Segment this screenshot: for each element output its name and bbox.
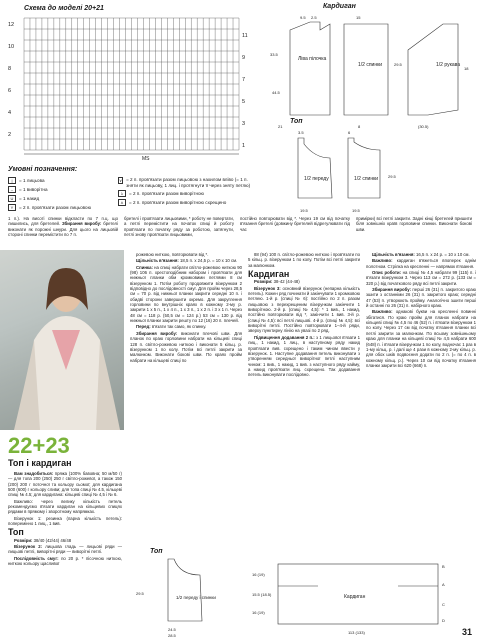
chart-row-label-left: 4 (8, 110, 12, 116)
upper-text-col-3: постійно повторювати від *. Через 19 см від початку в'язання бретелі (довжину бретелей відрегулювати під час (240, 216, 350, 232)
svg-text:Кардиган: Кардиган (344, 594, 366, 600)
legend-right (118, 177, 253, 208)
ssk-symbol: ⋎ (119, 178, 122, 183)
ms-label: MS (142, 156, 150, 162)
chart-row-label-right: 5 (242, 99, 246, 105)
svg-text:6: 6 (348, 130, 351, 135)
chart-row-label-right: 1 (242, 143, 246, 149)
text-column-1: Вам знадобиться: пряжа (100% бавовна; 50 м/50 г) — для топа 200 (250) 250 г світло-рожевої, а також 150 (200) 200 г поточної та кольору сьомої; для кардигана 500 (600) г кольору сливи; для топа спиці № 4.5, кільцеві спиці № 4.5; для кардигана: кільцеві спиці № 4,5 і № 6. Важливо: через велику кількість петель рекомендуємо в'язати кардиган на кільцевих спицях рядами в прямому і зворотному напрямках. Візерунок 1: резинка (парна кількість петель): поперемінно 1 лиц., 1 вив. Топ Розміри: 38/40 (42/44) 46/48 Візерунок 2: лицьова гладь — лицьові ряди — лицьові петлі, виворітні ряди — виворітні петлі. Послідовність смуг: по 20 р. * пісочною ниткою, ниткою кольору щасливої (8, 471, 122, 567)
chart-row-label-left: 12 (8, 22, 15, 28)
svg-text:44.5: 44.5 (272, 90, 280, 95)
svg-text:28.5: 28.5 (168, 633, 176, 638)
chart-row-label-right: 3 (242, 121, 246, 127)
upper-text-col-2: бретелі і пров'язати лицьовими, * роботу не повертати, а петлі перемістити на початок спиці й роботу пров'язати по початку ряду за роботою, затягнути, петлі знову пров'язати лицьовими, (124, 216, 234, 238)
svg-text:21: 21 (278, 124, 283, 129)
top-pattern-schema (270, 128, 420, 216)
purl-symbol: – (8, 186, 16, 193)
upper-text-col-4: примірки) всі петлі закрити. Задні кінці бретелей пришити біля зовнішніх країв горловини спинки. Виконати бокові шви. (356, 216, 472, 232)
k2tog-symbol: Y (8, 204, 16, 211)
svg-text:29.5: 29.5 (394, 62, 402, 67)
svg-text:D: D (442, 618, 445, 623)
back-half-label: 1/2 спинки (354, 176, 379, 182)
chart-row-label-right: 11 (242, 33, 248, 39)
legend-item-yo: U = 1 накид (8, 195, 118, 202)
upper-text-col-1: 1 п.). На висоті спинки відкласти по 7 п.ц. що лишились, для бретелей. Збирання виробу: бретелі виконати як порожні шнури. Для цього на лицьовій стороні спинки перемістити по 7 п. (8, 216, 118, 238)
legend-item-p2tog: λ = 2 п. пров'язати разом виворітною (118, 190, 253, 197)
model-subtitle: Топ і кардиган (8, 458, 72, 468)
bottom-top-title: Топ (150, 548, 163, 555)
knit-symbol: | (8, 177, 16, 184)
text-column-4: Щільність в'язання: 16,5 п. х 24 р. = 10 х 10 см. Важливо: кардиган в'яжеться впоперек однім полотном. Стрілка на кресленні — напрямок в'язання. Опис роботи: на спиці № 4,5 набрати 99 (115) п. і в'язати візерунком 3. Через 113 см = 272 р. (133 см = 320 р.) від початкового ряду всі петлі закрити. Збирання виробу: перші 26 (31) п. закритого краю зшити з останніми 26 (31) п. закритого краю; середні 47 (53) п. утворюють пройму. Аналогічно зшити перші й останні по 26 (31) п. набірного краю. Важливо: однакові букви на кресленні повинні збігатися. По краю пройм для планок набрати на кільцеві спиці № 4,5 по 46 (52) п. і в'язати візерунком 1 по колу. Через 17 см від початку в'язання планки всі петлі закрити за малюнком. По всьому зовнішньому краю для планки на кільцеві спиці № 4,5 набрати 600 (648) п. і в'язати візерунком 1 по колу, водночас 1 раз в 1-му кільц. р. і далі ще 4 рази в кожному 2-му кільц. р. для обох шків подвоєння додати по 2 п. (= по 4 п. в кожному кільц. р.). Через 10 см від початку в'язання планки закрити всі 620 (668) п. (366, 252, 476, 368)
front-half-label: 1/2 переду (304, 176, 329, 182)
sleeve-label: 1/2 рукава (436, 62, 461, 68)
kardigan-pattern-schema (258, 10, 480, 132)
text-column-2: рожевою ниткою, повторювати від *. Щільність в'язання: 18,5 п. х 24,5 р. = 10 х 10 см. Спинка: на спиці набрати світло-рожевою ниткою 90 (98) 106 п. хрестоподібним набором і пров'язати для нижньої планки обм кромковими петлями 8 см візерунком 1. Потім роботу продовжити візерунком 2 відповідно до послідовності смуг. Для пройм через 28,5 см = 70 р. від нижньої планки закрити середні 10 п. і обидві сторони завершити окремо. Для закруглення горловини по внутрішніх краях в кожному 2-му р. закрити 1 х 5 п., 1 х 4 п., 1 х 3 п., 1 х 2 п. і 3 х 1 п. Через 48 см = 118 р. (50,5 см = 124 р.) 53 см = 130 р. від нижньої планки закрити решту по 12 (16) 20 п. плечей. Перед: в'язати так само, як спинку. Збирання виробу: виконати плечові шви. Для планок по краю горловини набрати на кільцеві спиці 128 п. світло-рожевою ниткою і виконати 5 кільц. р. візерунком 1 по колу. Потім всі петлі закрити за малюнком. Виконати бокові шви. По краях пройм набрати на кільцеві спиці по (130, 252, 242, 363)
top-heading: Топ (8, 527, 24, 538)
yarn-over-symbol: U (8, 195, 16, 202)
svg-text:15.5 (18.5): 15.5 (18.5) (252, 592, 272, 597)
bottom-kardigan-schema (248, 556, 474, 638)
page-number: 31 (462, 627, 473, 637)
legend-left (8, 177, 118, 213)
knitting-chart (4, 14, 254, 164)
svg-text:29.5: 29.5 (388, 174, 396, 179)
chart-row-label-right: 7 (242, 77, 246, 83)
svg-text:16 (19): 16 (19) (252, 572, 265, 577)
scheme-title: Схема до моделі 20+21 (24, 5, 104, 12)
svg-text:A: A (442, 582, 445, 587)
legend-item-p2tog-tbl: ⋏ = 2 п. пров'язати разом виворітною схрещено (118, 199, 253, 206)
bottom-top-schema (128, 555, 240, 640)
svg-text:15: 15 (356, 15, 361, 20)
svg-text:2.5: 2.5 (311, 15, 317, 20)
svg-text:16 (19): 16 (19) (252, 610, 265, 615)
svg-text:8: 8 (358, 124, 361, 129)
kardigan-heading: Кардиган (248, 269, 290, 280)
legend-item-k2tog: Y = 2 п. пров'язати разом лицьовою (8, 204, 118, 211)
legend-item-purl: – = 1 виворітна (8, 186, 118, 193)
chart-row-label-right: 9 (242, 55, 246, 61)
kardigan-schema-title: Кардиган (323, 3, 356, 10)
svg-text:9.5: 9.5 (300, 15, 306, 20)
legend-item-knit: | = 1 лицьова (8, 177, 118, 184)
chart-row-label-left: 2 (8, 132, 12, 138)
model-number: 22+23 (8, 433, 70, 458)
chart-row-label-left: 8 (8, 66, 12, 72)
svg-text:(30.5): (30.5) (418, 124, 429, 129)
left-front-label: Ліва пілочка (298, 56, 327, 62)
chart-row-label-left: 6 (8, 88, 12, 94)
model-photo (0, 250, 124, 430)
top-schema-title: Топ (290, 118, 303, 125)
p2tog-symbol: λ (118, 190, 126, 197)
svg-text:C: C (442, 602, 445, 607)
svg-text:3.5: 3.5 (298, 130, 304, 135)
text-column-3: 88 (94) 100 п. світло-рожевою ниткою і пров'язати по 5 кільц. р. візерунком 1 по колу. Потім всі петлі закрити за малюнком. Кардиган Розміри: 38-42 (44-48) Візерунок 3: основний візерунок (непарна кількість петель). Кожен ряд починати й закінчувати 1 кромковою петлею. 1-й р. (спиці № 6): постійно по 2 п. разом лицьовою з перехрещеним візерунком закінчити 1 виворітною. 2-й р. (спиці № 4,5): * 1 вив., 1 накид, постійно повторювати від *, закінчити 1 вив. 3-й р. (спиці № 4,5): всі петлі лицьові. 4-й р. (спиці № 4,5): всі виворітні петлі. Постійно повторювати 1–4-й ряди, зверху пунктирну лінію на увазі по 2 ряд. Підвищення додавання 2 п.: з 1 лицьової в'язати 1 лиц., 1 накид, 1 лиц., в наступному ряду накид пров'язати вив. схрещено і таким чином ввести у візерунок. 1. Наступне додавання петель виконувати з утворенням середньої виворітної петлі наступним чином: 1 вив., 1 накид, 1 вив. з наступного ряду кайму, а накид пров'язати лиц. схрещено. Так додавання петель виконувати послідовно. (248, 252, 360, 378)
svg-text:19.5: 19.5 (300, 208, 308, 213)
svg-text:33.5: 33.5 (270, 52, 278, 57)
svg-text:18: 18 (464, 66, 469, 71)
back-label: 1/2 спинки (358, 62, 383, 68)
svg-text:B: B (442, 564, 445, 569)
svg-text:113 (133): 113 (133) (348, 630, 365, 635)
legend-item-ssk: ⋎ = 2 п. пров'язати разом лицьовою з нахилом вліво (= 1 п. зняти як лицьову, 1 лиц. і протягнути її через зняту петлю) (119, 177, 251, 188)
svg-text:1/2 переду і спинки: 1/2 переду і спинки (176, 595, 216, 600)
svg-text:29.5: 29.5 (136, 591, 144, 596)
svg-text:19.5: 19.5 (352, 208, 360, 213)
svg-text:24.5: 24.5 (168, 627, 176, 632)
chart-row-label-left: 10 (8, 44, 15, 50)
legend-title: Умовні позначення: (8, 166, 78, 173)
p2tog-tbl-symbol: ⋏ (118, 199, 126, 206)
